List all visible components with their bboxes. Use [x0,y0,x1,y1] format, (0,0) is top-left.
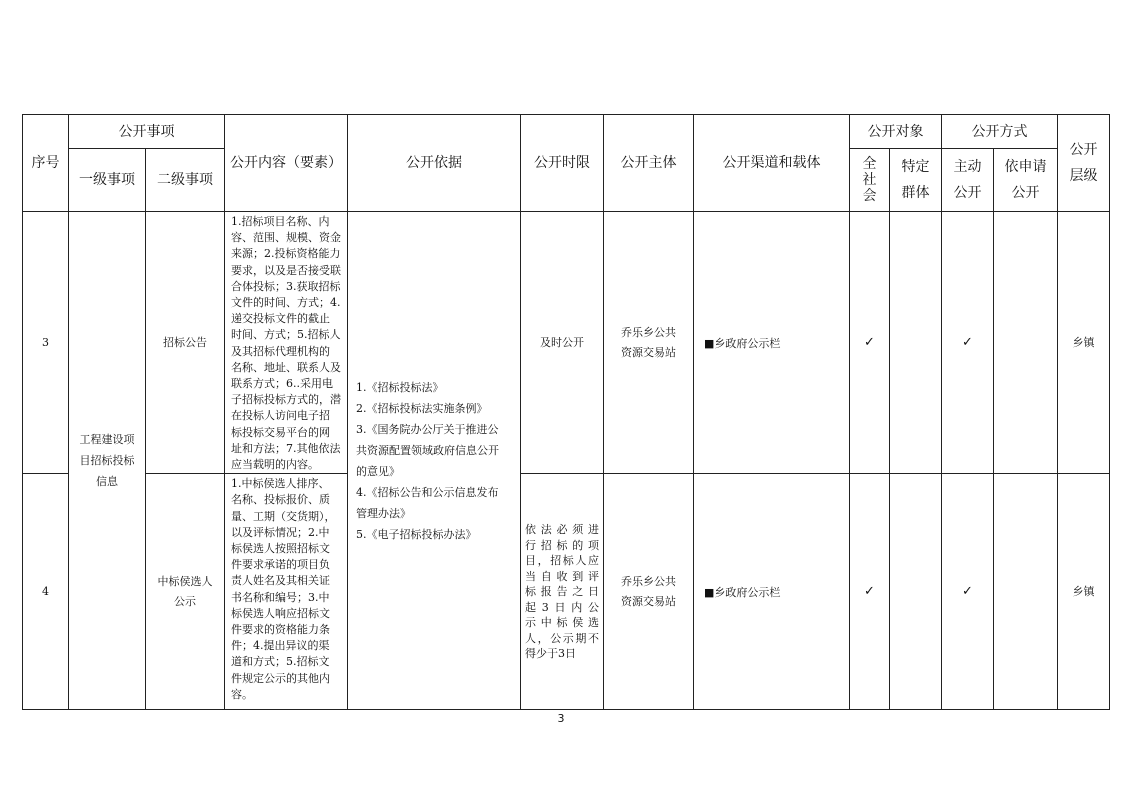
header-method-group: 公开方式 [942,115,1058,149]
header-row-1 [23,115,1110,149]
target-all-check: ✓ [850,474,890,710]
row-seq: 3 [23,212,69,474]
level1-item: 工程建设项 目招标投标 信息 [69,212,146,710]
disclosure-level: 乡镇 [1058,474,1110,710]
row-seq: 4 [23,474,69,710]
header-target-specific: 特定 群体 [890,149,942,212]
table-row [23,212,1110,474]
disclosure-basis: 1.《招标投标法》 2.《招标投标法实施条例》 3.《国务院办公厅关于推进公 共资源配置领域政府信息公开 的意见》 4.《招标公告和公示信息发布 管理办法》 5.《电子招标投标办法》 [348,212,521,710]
header-target-all: 全 社 会 [850,149,890,212]
header-seq: 序号 [23,115,69,212]
header-method-active: 主动 公开 [942,149,994,212]
header-level: 公开 层级 [1058,115,1110,212]
disclosure-subject: 乔乐乡公共 资源交易站 [604,474,694,710]
target-specific-check [890,474,942,710]
target-all-check: ✓ [850,212,890,474]
method-request-check [994,474,1058,710]
method-request-check [994,212,1058,474]
header-method-request: 依申请 公开 [994,149,1058,212]
deadline: 及时公开 [521,212,604,474]
level2-item: 招标公告 [146,212,225,474]
target-specific-check [890,212,942,474]
method-active-check: ✓ [942,474,994,710]
content-elements: 1.招标项目名称、内 容、范围、规模、资金 来源；2.投标资格能力 要求，以及是否接受联 合体投标；3.获取招标 文件的时间、方式；4. 递交投标文件的截止 时间、方式；5.招标人 及其招标代理机构的 名称、地址、联系人及 联系方式；6..采用电 子招标投标方式的，潜 在投标人访问电子招 标投标交易平台的网 址和方法；7.其他依法 应当载明的内容。 [225,212,348,474]
table-row [23,474,1110,710]
disclosure-level: 乡镇 [1058,212,1110,474]
header-target-group: 公开对象 [850,115,942,149]
disclosure-channel: ■乡政府公示栏 [694,474,850,710]
header-level1: 一级事项 [69,149,146,212]
page-number: 3 [557,712,565,725]
deadline: 依法必须进 行招标的项 目，招标人应 当自收到评 标报告之日 起3日内公 示中标侯选 人，公示期不 得少于3日 [521,474,604,710]
disclosure-subject: 乔乐乡公共 资源交易站 [604,212,694,474]
disclosure-channel: ■乡政府公示栏 [694,212,850,474]
disclosure-table [22,114,1110,710]
header-channel: 公开渠道和载体 [694,115,850,212]
method-active-check: ✓ [942,212,994,474]
level2-item: 中标侯选人 公示 [146,474,225,710]
header-basis: 公开依据 [348,115,521,212]
header-level2: 二级事项 [146,149,225,212]
header-items-group: 公开事项 [69,115,225,149]
header-subject: 公开主体 [604,115,694,212]
header-deadline: 公开时限 [521,115,604,212]
content-elements: 1.中标侯选人排序、 名称、投标报价、质 量、工期（交货期）， 以及评标情况；2.中 标侯选人按照招标文 件要求承诺的项目负 责人姓名及其相关证 书名称和编号；3.中 标侯选人响应招标文 件要求的资格能力条 件；4.提出异议的渠 道和方式；5.招标文 件规定公示的其他内 容。 [225,474,348,710]
header-content: 公开内容（要素） [225,115,348,212]
